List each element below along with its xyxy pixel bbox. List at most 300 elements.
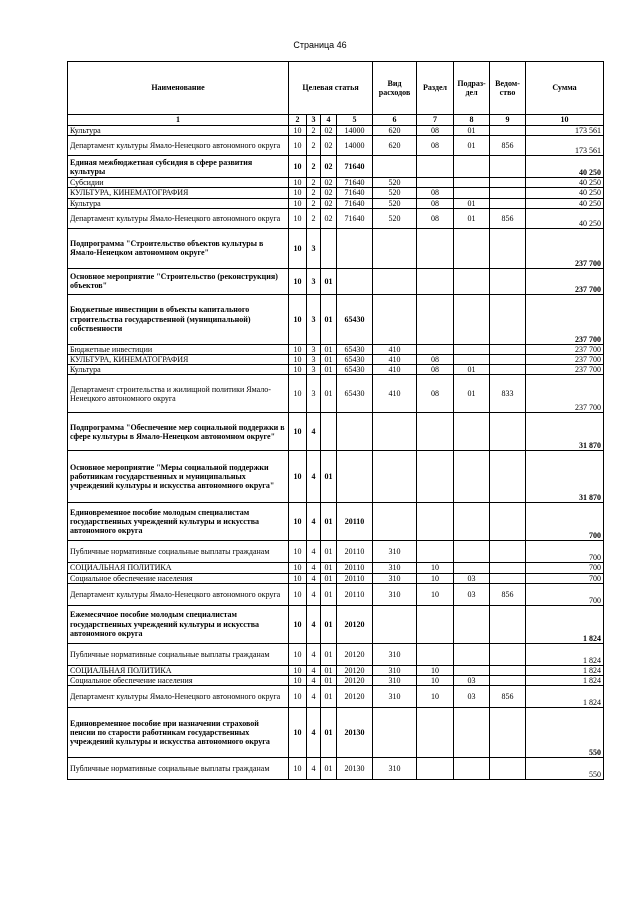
header-section: Раздел xyxy=(417,62,454,115)
row-section xyxy=(417,708,454,758)
row-subprogram: 4 xyxy=(307,451,321,503)
row-sum: 173 561 xyxy=(526,126,604,136)
row-subprogram: 4 xyxy=(307,665,321,675)
row-name: СОЦИАЛЬНАЯ ПОЛИТИКА xyxy=(68,665,289,675)
row-subprogram: 4 xyxy=(307,563,321,573)
row-activity: 01 xyxy=(321,268,337,294)
row-activity: 01 xyxy=(321,583,337,605)
row-activity: 01 xyxy=(321,503,337,541)
row-dept xyxy=(490,758,526,780)
row-sum: 31 870 xyxy=(526,451,604,503)
row-name: КУЛЬТУРА, КИНЕМАТОГРАФИЯ xyxy=(68,188,289,198)
table-row xyxy=(68,228,604,268)
row-sum: 237 700 xyxy=(526,344,604,354)
row-subprogram: 4 xyxy=(307,583,321,605)
row-direction xyxy=(337,451,373,503)
row-subprogram: 3 xyxy=(307,268,321,294)
row-direction: 71640 xyxy=(337,208,373,228)
row-name: Подпрограмма "Строительство объектов культуры в Ямало-Ненецком автономном округе" xyxy=(68,228,289,268)
table-row xyxy=(68,188,604,198)
table-row xyxy=(68,178,604,188)
row-dept xyxy=(490,354,526,364)
row-exp-type: 310 xyxy=(373,675,417,685)
row-direction: 20120 xyxy=(337,643,373,665)
row-subprogram: 4 xyxy=(307,758,321,780)
row-dept xyxy=(490,188,526,198)
row-subsection xyxy=(454,665,490,675)
row-direction: 20110 xyxy=(337,573,373,583)
row-dept xyxy=(490,605,526,643)
row-dept xyxy=(490,228,526,268)
col-num: 1 xyxy=(68,115,289,126)
row-subprogram: 2 xyxy=(307,136,321,156)
row-name: Единовременное пособие при назначении страховой пенсии по старости работникам государственных учреждений культуры и искусства автономного округа xyxy=(68,708,289,758)
row-exp-type: 410 xyxy=(373,375,417,413)
row-dept xyxy=(490,708,526,758)
row-section xyxy=(417,503,454,541)
row-exp-type xyxy=(373,708,417,758)
row-subsection xyxy=(454,643,490,665)
row-exp-type: 310 xyxy=(373,665,417,675)
row-program: 10 xyxy=(289,136,307,156)
row-sum: 31 870 xyxy=(526,413,604,451)
row-exp-type xyxy=(373,156,417,178)
row-name: Департамент строительства и жилищной политики Ямало-Ненецкого автономного округа xyxy=(68,375,289,413)
row-direction xyxy=(337,228,373,268)
column-number-row xyxy=(68,115,604,126)
row-subsection xyxy=(454,563,490,573)
row-section xyxy=(417,268,454,294)
table-row xyxy=(68,136,604,156)
table-row xyxy=(68,344,604,354)
table-row xyxy=(68,758,604,780)
row-section: 10 xyxy=(417,563,454,573)
table-row xyxy=(68,126,604,136)
row-subprogram: 4 xyxy=(307,541,321,563)
row-subsection xyxy=(454,413,490,451)
row-dept xyxy=(490,563,526,573)
row-program: 10 xyxy=(289,541,307,563)
row-activity: 01 xyxy=(321,675,337,685)
row-subprogram: 4 xyxy=(307,686,321,708)
row-direction xyxy=(337,413,373,451)
row-exp-type xyxy=(373,605,417,643)
table-row xyxy=(68,375,604,413)
row-program: 10 xyxy=(289,268,307,294)
row-sum: 237 700 xyxy=(526,228,604,268)
row-subsection xyxy=(454,354,490,364)
row-subsection xyxy=(454,344,490,354)
row-activity: 01 xyxy=(321,294,337,344)
row-program: 10 xyxy=(289,156,307,178)
row-program: 10 xyxy=(289,451,307,503)
table-row xyxy=(68,708,604,758)
row-subsection: 03 xyxy=(454,583,490,605)
row-program: 10 xyxy=(289,758,307,780)
row-direction: 20120 xyxy=(337,605,373,643)
row-name: Культура xyxy=(68,198,289,208)
row-direction: 20130 xyxy=(337,708,373,758)
table-row xyxy=(68,354,604,364)
row-exp-type xyxy=(373,228,417,268)
row-exp-type: 410 xyxy=(373,354,417,364)
row-exp-type: 310 xyxy=(373,541,417,563)
row-sum: 40 250 xyxy=(526,156,604,178)
row-direction: 20120 xyxy=(337,675,373,685)
row-sum: 40 250 xyxy=(526,198,604,208)
row-subsection: 01 xyxy=(454,126,490,136)
row-sum: 550 xyxy=(526,708,604,758)
row-activity: 01 xyxy=(321,541,337,563)
row-subsection: 01 xyxy=(454,365,490,375)
col-num: 3 xyxy=(307,115,321,126)
row-program: 10 xyxy=(289,563,307,573)
budget-table xyxy=(67,61,604,780)
row-sum: 237 700 xyxy=(526,365,604,375)
col-num: 7 xyxy=(417,115,454,126)
row-activity: 02 xyxy=(321,208,337,228)
row-exp-type xyxy=(373,413,417,451)
row-exp-type: 520 xyxy=(373,208,417,228)
row-subsection xyxy=(454,708,490,758)
row-name: Публичные нормативные социальные выплаты гражданам xyxy=(68,643,289,665)
row-dept: 856 xyxy=(490,208,526,228)
row-activity: 01 xyxy=(321,375,337,413)
table-row xyxy=(68,583,604,605)
table-row xyxy=(68,198,604,208)
row-activity: 01 xyxy=(321,344,337,354)
row-dept xyxy=(490,573,526,583)
row-subsection: 03 xyxy=(454,675,490,685)
row-direction: 65430 xyxy=(337,344,373,354)
row-sum: 40 250 xyxy=(526,188,604,198)
row-program: 10 xyxy=(289,198,307,208)
row-dept xyxy=(490,665,526,675)
col-num: 8 xyxy=(454,115,490,126)
row-exp-type: 520 xyxy=(373,188,417,198)
row-subsection xyxy=(454,294,490,344)
row-activity: 02 xyxy=(321,198,337,208)
table-row xyxy=(68,686,604,708)
col-num: 6 xyxy=(373,115,417,126)
table-row xyxy=(68,541,604,563)
row-program: 10 xyxy=(289,675,307,685)
row-subprogram: 2 xyxy=(307,126,321,136)
row-sum: 700 xyxy=(526,541,604,563)
row-section: 08 xyxy=(417,208,454,228)
row-name: Культура xyxy=(68,365,289,375)
row-section xyxy=(417,178,454,188)
row-direction: 20110 xyxy=(337,563,373,573)
row-subsection: 01 xyxy=(454,375,490,413)
header-target: Целевая статья xyxy=(289,62,373,115)
row-name: Основное мероприятие "Меры социальной поддержки работникам государственных и муниципальных учреждений культуры и искусства автономного округа" xyxy=(68,451,289,503)
row-name: Публичные нормативные социальные выплаты гражданам xyxy=(68,758,289,780)
table-row xyxy=(68,563,604,573)
col-num: 9 xyxy=(490,115,526,126)
row-sum: 237 700 xyxy=(526,375,604,413)
row-exp-type: 310 xyxy=(373,686,417,708)
table-row xyxy=(68,605,604,643)
row-subprogram: 3 xyxy=(307,354,321,364)
row-subprogram: 4 xyxy=(307,643,321,665)
row-exp-type: 520 xyxy=(373,198,417,208)
row-program: 10 xyxy=(289,643,307,665)
row-exp-type xyxy=(373,503,417,541)
row-sum: 237 700 xyxy=(526,354,604,364)
row-program: 10 xyxy=(289,126,307,136)
row-program: 10 xyxy=(289,344,307,354)
row-subprogram: 2 xyxy=(307,188,321,198)
col-num: 5 xyxy=(337,115,373,126)
row-direction: 20110 xyxy=(337,503,373,541)
header-dept: Ведом-ство xyxy=(490,62,526,115)
row-section xyxy=(417,605,454,643)
row-subsection: 01 xyxy=(454,136,490,156)
header-row xyxy=(68,62,604,115)
row-activity: 02 xyxy=(321,178,337,188)
row-direction: 20110 xyxy=(337,541,373,563)
row-dept xyxy=(490,268,526,294)
row-program: 10 xyxy=(289,375,307,413)
table-row xyxy=(68,643,604,665)
header-sum: Сумма xyxy=(526,62,604,115)
row-section: 10 xyxy=(417,686,454,708)
row-dept: 833 xyxy=(490,375,526,413)
row-program: 10 xyxy=(289,228,307,268)
row-subsection: 03 xyxy=(454,573,490,583)
row-exp-type: 310 xyxy=(373,583,417,605)
table-row xyxy=(68,665,604,675)
row-subprogram: 4 xyxy=(307,413,321,451)
row-activity: 02 xyxy=(321,136,337,156)
row-sum: 1 824 xyxy=(526,665,604,675)
row-subsection xyxy=(454,228,490,268)
row-section xyxy=(417,156,454,178)
table-row xyxy=(68,451,604,503)
col-num: 10 xyxy=(526,115,604,126)
row-dept xyxy=(490,178,526,188)
row-program: 10 xyxy=(289,503,307,541)
row-sum: 40 250 xyxy=(526,208,604,228)
row-subsection xyxy=(454,503,490,541)
row-subprogram: 2 xyxy=(307,156,321,178)
row-section xyxy=(417,541,454,563)
row-program: 10 xyxy=(289,188,307,198)
row-subsection xyxy=(454,188,490,198)
row-activity: 01 xyxy=(321,605,337,643)
row-dept xyxy=(490,503,526,541)
row-direction: 65430 xyxy=(337,375,373,413)
row-dept xyxy=(490,294,526,344)
row-program: 10 xyxy=(289,605,307,643)
row-direction xyxy=(337,268,373,294)
row-dept: 856 xyxy=(490,686,526,708)
row-section xyxy=(417,294,454,344)
table-row xyxy=(68,365,604,375)
row-name: Бюджетные инвестиции xyxy=(68,344,289,354)
row-section xyxy=(417,344,454,354)
row-direction: 71640 xyxy=(337,198,373,208)
row-exp-type xyxy=(373,268,417,294)
table-body xyxy=(68,126,604,780)
row-subprogram: 2 xyxy=(307,198,321,208)
row-name: Культура xyxy=(68,126,289,136)
row-sum: 1 824 xyxy=(526,675,604,685)
row-dept xyxy=(490,675,526,685)
table-row xyxy=(68,156,604,178)
row-section: 10 xyxy=(417,675,454,685)
row-activity: 01 xyxy=(321,665,337,675)
row-subsection xyxy=(454,758,490,780)
row-subprogram: 2 xyxy=(307,208,321,228)
table-row xyxy=(68,503,604,541)
table-row xyxy=(68,268,604,294)
table-row xyxy=(68,675,604,685)
row-direction: 71640 xyxy=(337,178,373,188)
row-sum: 237 700 xyxy=(526,294,604,344)
row-name: Социальное обеспечение населения xyxy=(68,675,289,685)
row-subsection: 01 xyxy=(454,208,490,228)
row-activity xyxy=(321,228,337,268)
row-sum: 700 xyxy=(526,503,604,541)
row-exp-type: 410 xyxy=(373,344,417,354)
row-name: КУЛЬТУРА, КИНЕМАТОГРАФИЯ xyxy=(68,354,289,364)
row-subprogram: 4 xyxy=(307,503,321,541)
row-program: 10 xyxy=(289,365,307,375)
row-name: Публичные нормативные социальные выплаты гражданам xyxy=(68,541,289,563)
row-dept xyxy=(490,126,526,136)
row-exp-type: 310 xyxy=(373,643,417,665)
row-exp-type: 620 xyxy=(373,126,417,136)
row-dept xyxy=(490,413,526,451)
row-dept: 856 xyxy=(490,583,526,605)
row-direction: 20130 xyxy=(337,758,373,780)
row-sum: 237 700 xyxy=(526,268,604,294)
row-exp-type: 410 xyxy=(373,365,417,375)
header-name: Наименование xyxy=(68,62,289,115)
table-row xyxy=(68,208,604,228)
row-program: 10 xyxy=(289,413,307,451)
row-activity: 01 xyxy=(321,686,337,708)
row-subprogram: 3 xyxy=(307,365,321,375)
row-subsection xyxy=(454,178,490,188)
col-num: 2 xyxy=(289,115,307,126)
row-name: Единая межбюджетная субсидия в сфере развития культуры xyxy=(68,156,289,178)
row-activity: 01 xyxy=(321,758,337,780)
header-subsection: Подраз-дел xyxy=(454,62,490,115)
row-program: 10 xyxy=(289,354,307,364)
row-section: 08 xyxy=(417,365,454,375)
row-exp-type: 310 xyxy=(373,573,417,583)
row-sum: 173 561 xyxy=(526,136,604,156)
row-dept xyxy=(490,451,526,503)
row-name: Субсидии xyxy=(68,178,289,188)
row-section: 08 xyxy=(417,126,454,136)
row-subsection xyxy=(454,268,490,294)
row-sum: 1 824 xyxy=(526,686,604,708)
table-row xyxy=(68,294,604,344)
row-subsection xyxy=(454,451,490,503)
row-exp-type: 620 xyxy=(373,136,417,156)
row-subprogram: 3 xyxy=(307,228,321,268)
row-section: 08 xyxy=(417,188,454,198)
row-activity: 02 xyxy=(321,156,337,178)
page-label: Страница 46 xyxy=(293,40,347,50)
row-name: Департамент культуры Ямало-Ненецкого автономного округа xyxy=(68,583,289,605)
row-program: 10 xyxy=(289,178,307,188)
row-name: Ежемесячное пособие молодым специалистам государственных учреждений культуры и искусства автономного округа xyxy=(68,605,289,643)
row-subsection xyxy=(454,541,490,563)
row-name: Бюджетные инвестиции в объекты капитального строительства государственной (муниципальной) собственности xyxy=(68,294,289,344)
row-name: СОЦИАЛЬНАЯ ПОЛИТИКА xyxy=(68,563,289,573)
row-exp-type: 310 xyxy=(373,758,417,780)
row-program: 10 xyxy=(289,208,307,228)
row-subprogram: 3 xyxy=(307,294,321,344)
row-sum: 700 xyxy=(526,583,604,605)
row-section: 10 xyxy=(417,665,454,675)
table-row xyxy=(68,413,604,451)
row-section xyxy=(417,643,454,665)
row-sum: 40 250 xyxy=(526,178,604,188)
row-subprogram: 4 xyxy=(307,605,321,643)
row-section xyxy=(417,451,454,503)
row-exp-type xyxy=(373,451,417,503)
row-section xyxy=(417,228,454,268)
row-direction: 14000 xyxy=(337,136,373,156)
row-exp-type: 310 xyxy=(373,563,417,573)
row-direction: 20110 xyxy=(337,583,373,605)
row-direction: 20120 xyxy=(337,665,373,675)
row-section: 08 xyxy=(417,354,454,364)
row-exp-type xyxy=(373,294,417,344)
row-subsection: 01 xyxy=(454,198,490,208)
row-subsection: 03 xyxy=(454,686,490,708)
row-direction: 65430 xyxy=(337,365,373,375)
row-program: 10 xyxy=(289,583,307,605)
row-name: Департамент культуры Ямало-Ненецкого автономного округа xyxy=(68,208,289,228)
row-activity: 01 xyxy=(321,451,337,503)
row-subprogram: 4 xyxy=(307,675,321,685)
row-activity: 01 xyxy=(321,354,337,364)
row-subprogram: 3 xyxy=(307,375,321,413)
row-sum: 700 xyxy=(526,563,604,573)
header-exp-type: Вид расходов xyxy=(373,62,417,115)
row-program: 10 xyxy=(289,708,307,758)
row-section: 08 xyxy=(417,136,454,156)
row-subprogram: 3 xyxy=(307,344,321,354)
row-dept xyxy=(490,541,526,563)
row-subsection xyxy=(454,605,490,643)
row-dept xyxy=(490,643,526,665)
table-row xyxy=(68,573,604,583)
row-section: 10 xyxy=(417,573,454,583)
row-subprogram: 4 xyxy=(307,573,321,583)
row-direction: 65430 xyxy=(337,294,373,344)
row-direction: 71640 xyxy=(337,188,373,198)
row-section xyxy=(417,413,454,451)
row-activity: 01 xyxy=(321,365,337,375)
row-program: 10 xyxy=(289,294,307,344)
row-dept xyxy=(490,198,526,208)
col-num: 4 xyxy=(321,115,337,126)
row-subprogram: 4 xyxy=(307,708,321,758)
row-section xyxy=(417,758,454,780)
row-name: Подпрограмма "Обеспечение мер социальной поддержки в сфере культуры в Ямало-Ненецком автономном округе" xyxy=(68,413,289,451)
row-section: 08 xyxy=(417,375,454,413)
row-activity: 01 xyxy=(321,643,337,665)
row-direction: 20120 xyxy=(337,686,373,708)
